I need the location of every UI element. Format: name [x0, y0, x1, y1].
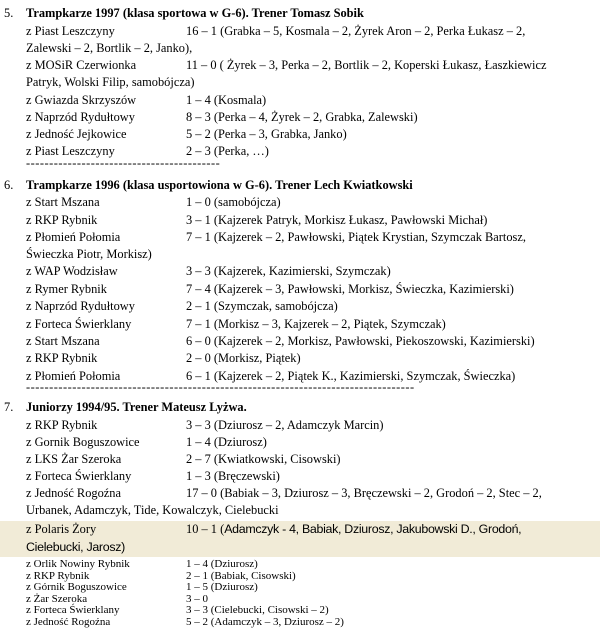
section-heading	[0, 4, 600, 22]
match-row	[0, 193, 600, 211]
opponent: z RKP Rybnik	[26, 418, 98, 432]
result: 1 – 4 (Dziurosz)	[186, 558, 258, 570]
result: 1 – 4 (Dziurosz)	[186, 435, 267, 449]
section-title: Trampkarze 1996 (klasa usportowiona w G-6). Trener Lech Kwiatkowski	[26, 178, 413, 192]
match-row	[0, 56, 600, 74]
section-number: 7.	[4, 400, 14, 414]
match-row	[0, 91, 600, 109]
result: 5 – 2 (Perka – 3, Grabka, Janko)	[186, 127, 347, 141]
result: 3 – 3 (Dziurosz – 2, Adamczyk Marcin)	[186, 418, 384, 432]
result: 2 – 1 (Szymczak, samobójcza)	[186, 299, 338, 313]
opponent: z Forteca Świerklany	[26, 469, 132, 483]
match-row	[0, 108, 600, 126]
separator-line	[0, 154, 600, 172]
separator: ------------------------------------------------------------------------------------	[26, 380, 415, 394]
opponent: z Forteca Świerklany	[26, 604, 120, 617]
result-scorers: Adamczyk - 4, Babiak, Dziurosz, Jakubowski D., Grodoń,	[224, 522, 522, 536]
result: 7 – 4 (Kajzerek – 3, Pawłowski, Morkisz, Świeczka, Kazimierski)	[186, 282, 514, 296]
opponent: z Polaris Żory	[26, 522, 97, 536]
opponent: z Gornik Boguszowice	[26, 435, 140, 449]
opponent: z Piast Leszczyny	[26, 144, 115, 158]
result: 1 – 0 (samobójcza)	[186, 195, 281, 209]
match-row	[0, 228, 600, 246]
result: 2 – 3 (Perka, …)	[186, 144, 269, 158]
result: 1 – 4 (Kosmala)	[186, 93, 267, 107]
opponent: z MOSiR Czerwionka	[26, 58, 137, 72]
section-heading	[0, 398, 600, 416]
result: 3 – 1 (Kajzerek Patryk, Morkisz Łukasz, Pawłowski Michał)	[186, 213, 488, 227]
match-row	[0, 581, 600, 593]
result-cont: Świeczka Piotr, Morkisz)	[26, 247, 152, 261]
result-continuation	[0, 501, 600, 519]
result: 7 – 1 (Morkisz – 3, Kajzerek – 2, Piątek, Szymczak)	[186, 317, 446, 331]
result: 16 – 1 (Grabka – 5, Kosmala – 2, Żyrek Aron – 2, Perka Łukasz – 2,	[186, 24, 526, 38]
result-cont: Cielebucki, Jarosz)	[26, 540, 125, 554]
match-row	[0, 349, 600, 367]
section-title: Trampkarze 1997 (klasa sportowa w G-6). Trener Tomasz Sobik	[26, 6, 364, 20]
result: 2 – 7 (Kwiatkowski, Cisowski)	[186, 452, 341, 466]
opponent: z Gwiazda Skrzyszów	[26, 93, 137, 107]
opponent: z RKP Rybnik	[26, 569, 90, 582]
match-row	[0, 433, 600, 451]
result-cont: Zalewski – 2, Bortlik – 2, Janko),	[26, 41, 193, 55]
result: 2 – 1 (Babiak, Cisowski)	[186, 569, 296, 582]
result: 5 – 2 (Adamczyk – 3, Dziurosz – 2)	[186, 616, 344, 628]
result: 1 – 5 (Dziurosz)	[186, 581, 258, 594]
match-row	[0, 616, 600, 628]
result-continuation	[0, 245, 600, 263]
match-row	[0, 416, 600, 434]
result: 17 – 0 (Babiak – 3, Dziurosz – 3, Bręczewski – 2, Grodoń – 2, Stec – 2,	[186, 486, 542, 500]
section-number: 5.	[4, 6, 14, 20]
result: 11 – 0 ( Żyrek – 3, Perka – 2, Bortlik – 2, Koperski Łukasz, Łaszkiewicz	[186, 58, 547, 72]
opponent: z RKP Rybnik	[26, 213, 98, 227]
opponent: z RKP Rybnik	[26, 351, 98, 365]
opponent: z Forteca Świerklany	[26, 317, 132, 331]
match-row	[0, 280, 600, 298]
opponent: z Żar Szeroka	[26, 592, 88, 605]
result: 3 – 0	[186, 592, 208, 605]
result: 1 – 3 (Bręczewski)	[186, 469, 280, 483]
match-row	[0, 467, 600, 485]
opponent: z LKS Żar Szeroka	[26, 452, 122, 466]
separator: ------------------------------------------	[26, 156, 221, 170]
match-row	[0, 22, 600, 40]
result: 6 – 0 (Kajzerek – 2, Morkisz, Pawłowski, Piekoszowski, Kazimierski)	[186, 334, 535, 348]
match-row	[0, 332, 600, 350]
match-row	[0, 125, 600, 143]
opponent: z Orlik Nowiny Rybnik	[26, 558, 130, 570]
section-heading	[0, 176, 600, 194]
opponent: z Górnik Boguszowice	[26, 581, 127, 594]
result-continuation	[0, 39, 600, 57]
opponent: z Płomień Połomia	[26, 369, 121, 383]
section-number: 6.	[4, 178, 14, 192]
result-continuation	[0, 73, 600, 91]
section-title: Juniorzy 1994/95. Trener Mateusz Lyżwa.	[26, 400, 247, 414]
opponent: z Start Mszana	[26, 334, 100, 348]
opponent: z WAP Wodzisław	[26, 264, 118, 278]
opponent: z Start Mszana	[26, 195, 100, 209]
opponent: z Naprzód Rydułtowy	[26, 110, 135, 124]
match-row	[0, 315, 600, 333]
result-score: 10 – 1 (	[186, 522, 225, 536]
separator-line	[0, 378, 600, 396]
result	[186, 520, 521, 538]
result: 7 – 1 (Kajzerek – 2, Pawłowski, Piątek Krystian, Szymczak Bartosz,	[186, 230, 526, 244]
match-row	[0, 297, 600, 315]
match-row	[0, 484, 600, 502]
result: 3 – 3 (Kajzerek, Kazimierski, Szymczak)	[186, 264, 391, 278]
opponent: z Jedność Rogoźna	[26, 616, 111, 628]
match-row	[0, 262, 600, 280]
match-row-highlighted	[0, 520, 600, 538]
result: 3 – 3 (Cielebucki, Cisowski – 2)	[186, 604, 329, 617]
result: 6 – 1 (Kajzerek – 2, Piątek K., Kazimierski, Szymczak, Świeczka)	[186, 369, 516, 383]
match-row	[0, 593, 600, 605]
result: 8 – 3 (Perka – 4, Żyrek – 2, Grabka, Zalewski)	[186, 110, 418, 124]
match-row	[0, 558, 600, 570]
opponent: z Naprzód Rydułtowy	[26, 299, 135, 313]
result: 2 – 0 (Morkisz, Piątek)	[186, 351, 301, 365]
result-continuation	[0, 538, 600, 556]
match-row	[0, 604, 600, 616]
result-cont: Patryk, Wolski Filip, samobójcza)	[26, 75, 195, 89]
opponent: z Płomień Połomia	[26, 230, 121, 244]
opponent: z Piast Leszczyny	[26, 24, 115, 38]
match-row	[0, 570, 600, 582]
opponent: z Rymer Rybnik	[26, 282, 107, 296]
opponent: z Jedność Rogoźna	[26, 486, 121, 500]
result-cont: Urbanek, Adamczyk, Tide, Kowalczyk, Cielebucki	[26, 503, 279, 517]
match-row	[0, 211, 600, 229]
opponent: z Jedność Jejkowice	[26, 127, 127, 141]
match-row	[0, 450, 600, 468]
